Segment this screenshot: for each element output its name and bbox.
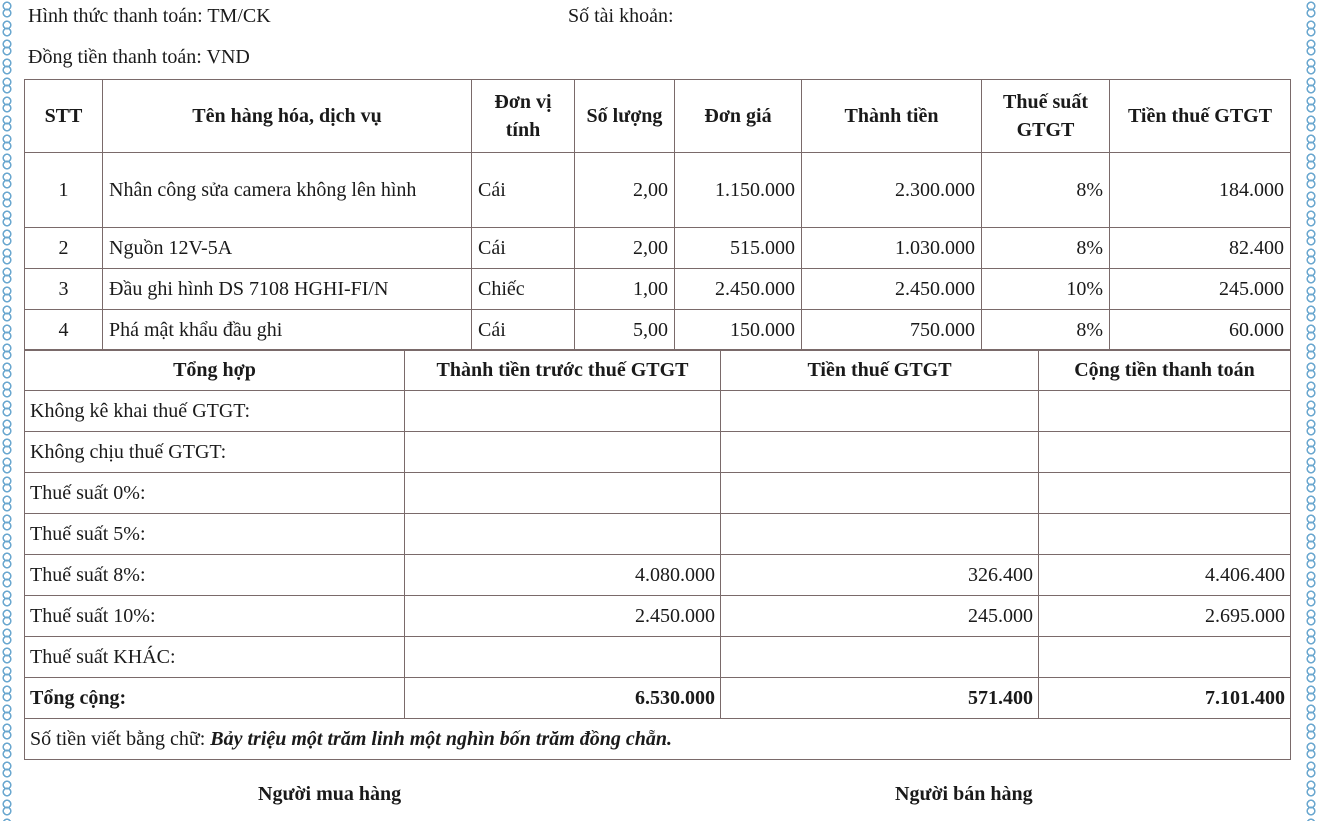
summary-col-label: Tổng hợp bbox=[25, 350, 405, 391]
summary-row: Thuế suất 10%: 2.450.000 245.000 2.695.000 bbox=[25, 596, 1291, 637]
decorative-border-left bbox=[0, 0, 14, 821]
grand-total-row: Tổng cộng: 6.530.000 571.400 7.101.400 bbox=[25, 678, 1291, 719]
currency: Đồng tiền thanh toán: VND bbox=[28, 46, 250, 68]
summary-col-before-tax: Thành tiền trước thuế GTGT bbox=[405, 350, 721, 391]
col-tax-amount: Tiền thuế GTGT bbox=[1110, 80, 1291, 153]
col-price: Đơn giá bbox=[675, 80, 802, 153]
amount-in-words: Bảy triệu một trăm linh một nghìn bốn trăm đồng chẵn. bbox=[210, 727, 673, 750]
table-row: 4 Phá mật khẩu đầu ghi Cái 5,00 150.000 750.000 8% 60.000 bbox=[25, 310, 1291, 351]
table-row: 2 Nguồn 12V-5A Cái 2,00 515.000 1.030.000 8% 82.400 bbox=[25, 228, 1291, 269]
summary-row: Không chịu thuế GTGT: bbox=[25, 432, 1291, 473]
summary-row: Không kê khai thuế GTGT: bbox=[25, 391, 1291, 432]
items-header-row bbox=[25, 80, 1291, 153]
col-unit: Đơn vị tính bbox=[472, 80, 575, 153]
summary-col-total: Cộng tiền thanh toán bbox=[1039, 350, 1291, 391]
summary-table bbox=[24, 349, 1291, 760]
amount-in-words-row bbox=[25, 719, 1291, 760]
col-name: Tên hàng hóa, dịch vụ bbox=[103, 80, 472, 153]
col-stt: STT bbox=[25, 80, 103, 153]
items-table bbox=[24, 79, 1291, 351]
table-row: 1 Nhân công sửa camera không lên hình Cái 2,00 1.150.000 2.300.000 8% 184.000 bbox=[25, 153, 1291, 228]
payment-method: Hình thức thanh toán: TM/CK bbox=[28, 5, 271, 27]
summary-col-tax: Tiền thuế GTGT bbox=[721, 350, 1039, 391]
summary-header-row bbox=[25, 350, 1291, 391]
summary-row: Thuế suất 5%: bbox=[25, 514, 1291, 555]
summary-row: Thuế suất KHÁC: bbox=[25, 637, 1291, 678]
seller-signature-label: Người bán hàng bbox=[895, 783, 1033, 805]
summary-row: Thuế suất 0%: bbox=[25, 473, 1291, 514]
col-tax-rate: Thuế suất GTGT bbox=[982, 80, 1110, 153]
amount-in-words-label: Số tiền viết bằng chữ: bbox=[30, 727, 211, 750]
col-qty: Số lượng bbox=[575, 80, 675, 153]
col-amount: Thành tiền bbox=[802, 80, 982, 153]
buyer-signature-label: Người mua hàng bbox=[258, 783, 402, 805]
decorative-border-right bbox=[1304, 0, 1322, 821]
account-number: Số tài khoản: bbox=[568, 5, 674, 27]
table-row: 3 Đầu ghi hình DS 7108 HGHI-FI/N Chiếc 1,00 2.450.000 2.450.000 10% 245.000 bbox=[25, 269, 1291, 310]
summary-row: Thuế suất 8%: 4.080.000 326.400 4.406.400 bbox=[25, 555, 1291, 596]
